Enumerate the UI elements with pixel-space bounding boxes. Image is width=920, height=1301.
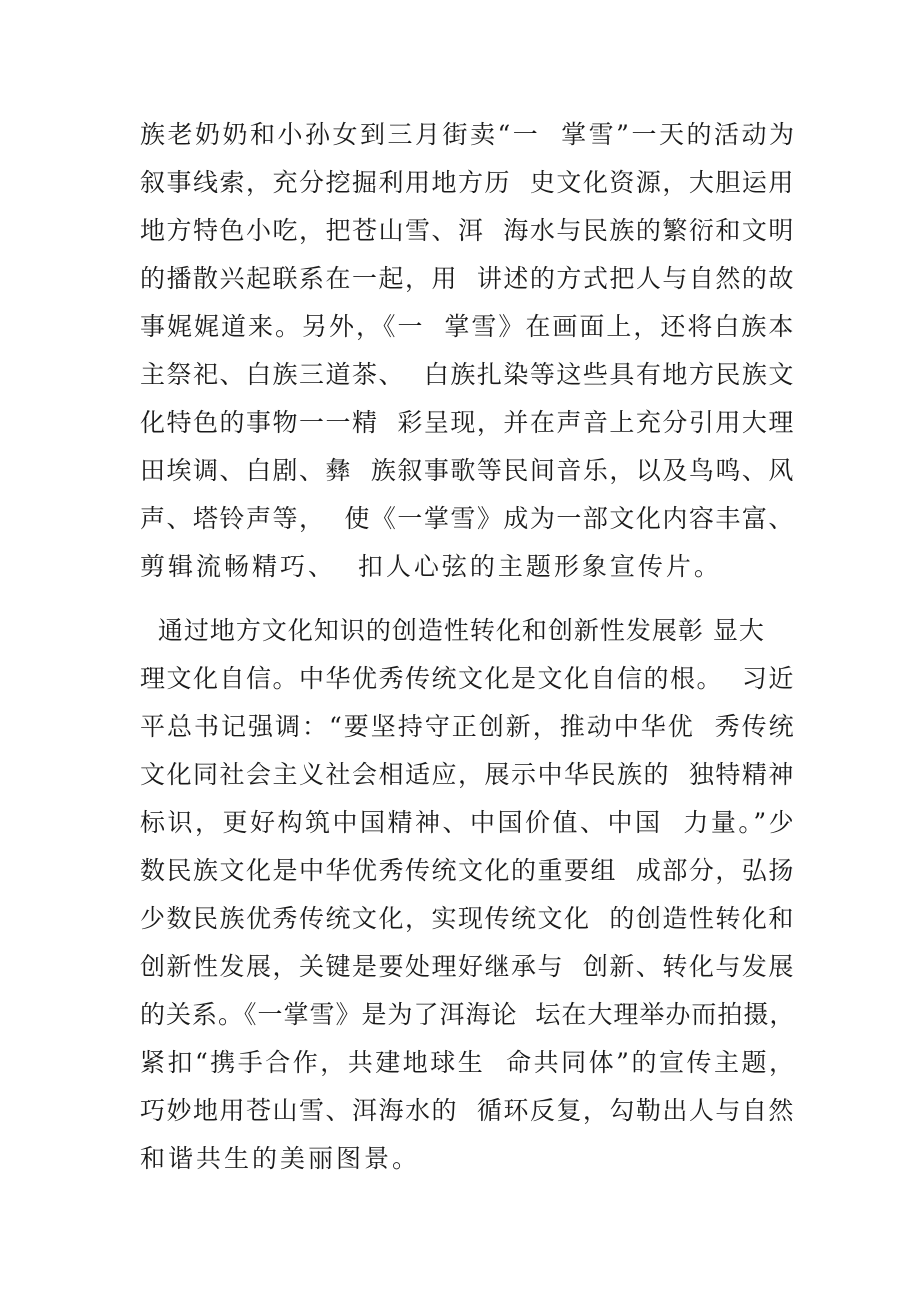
text-line: 族老奶奶和小孙女到三月街卖“一 掌雪”一天的活动为 bbox=[140, 120, 797, 149]
text-line: 文化同社会主义社会相适应，展示中华民族的 独特精神 bbox=[140, 760, 795, 789]
text-line: 少数民族优秀传统文化，实现传统文化 的创造性转化和 bbox=[140, 904, 795, 933]
text-line: 剪辑流畅精巧、 扣人心弦的主题形象宣传片。 bbox=[140, 552, 722, 581]
text-line: 田埃调、白剧、彝 族叙事歌等民间音乐，以及鸟鸣、风 bbox=[140, 456, 795, 485]
text-line-rest: 。中华优秀传统文化是文化自信的根。 习近 bbox=[272, 664, 795, 693]
text-line: 事娓娓道来。另外，《一 掌雪》在画面上，还将白族本 bbox=[140, 312, 796, 341]
text-line: 化特色的事物一一精 彩呈现，并在声音上充分引用大理 bbox=[140, 408, 795, 437]
text-line: 数民族文化是中华优秀传统文化的重要组 成部分，弘扬 bbox=[140, 856, 795, 885]
section-heading-end: 理文化自信 bbox=[140, 664, 273, 693]
text-line: 标识，更好构筑中国精神、中国价值、中国 力量。”少 bbox=[140, 808, 797, 837]
text-line: 的关系。《一掌雪》是为了洱海论 坛在大理举办而拍摄， bbox=[140, 1000, 796, 1029]
text-line: 叙事线索，充分挖掘利用地方历 史文化资源，大胆运用 bbox=[140, 168, 795, 197]
text-line: 的播散兴起联系在一起，用 讲述的方式把人与自然的故 bbox=[140, 264, 795, 293]
text-line: 声、塔铃声等， 使《一掌雪》成为一部文化内容丰富、 bbox=[140, 504, 795, 533]
text-line: 平总书记强调：“要坚持守正创新，推动中华优 秀传统 bbox=[140, 712, 796, 741]
text-line: 主祭祀、白族三道茶、 白族扎染等这些具有地方民族文 bbox=[140, 360, 795, 389]
text-line: 紧扣“携手合作，共建地球生 命共同体”的宣传主题， bbox=[140, 1048, 797, 1077]
text-line: 和谐共生的美丽图景。 bbox=[140, 1144, 421, 1173]
section-heading: 通过地方文化知识的创造性转化和创新性发展彰 显大 bbox=[140, 616, 765, 645]
text-line: 地方特色小吃，把苍山雪、洱 海水与民族的繁衍和文明 bbox=[140, 216, 795, 245]
text-line: 巧妙地用苍山雪、洱海水的 循环反复，勾勒出人与自然 bbox=[140, 1096, 795, 1125]
heading-continuation-line bbox=[140, 662, 800, 696]
text-line: 创新性发展，关键是要处理好继承与 创新、转化与发展 bbox=[140, 952, 795, 981]
